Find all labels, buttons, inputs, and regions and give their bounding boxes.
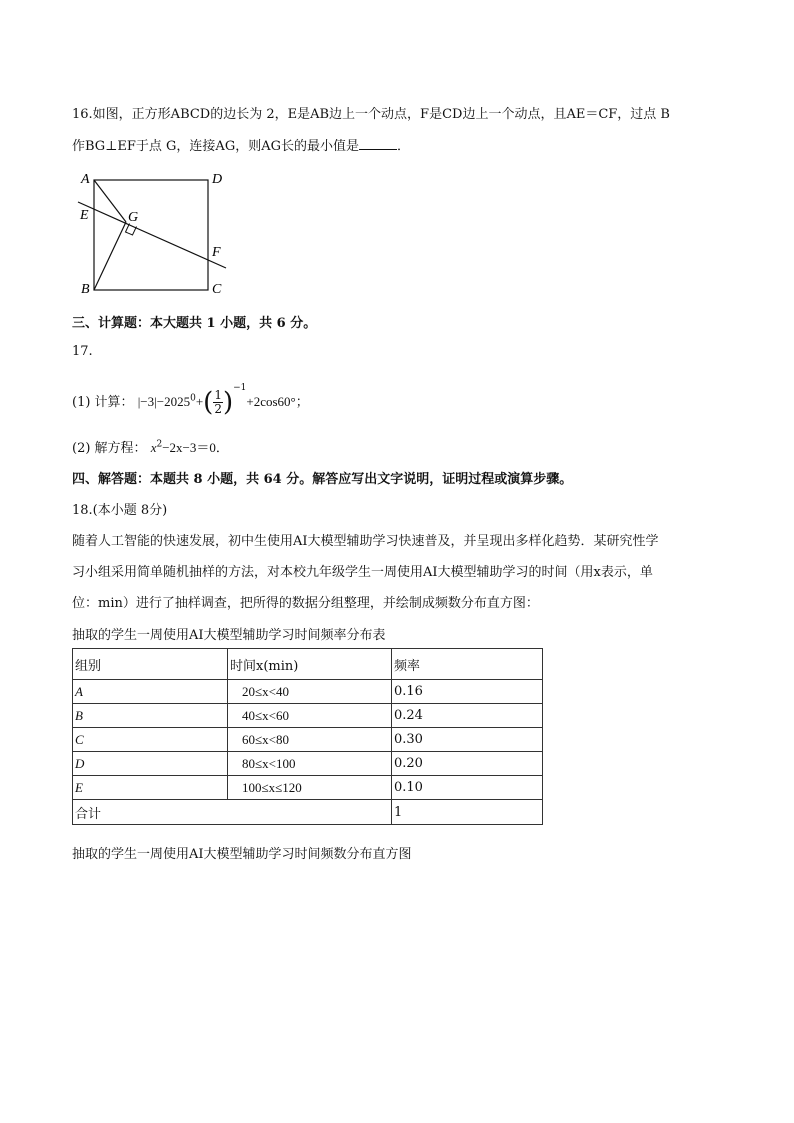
table-caption: 抽取的学生一周使用AI大模型辅助学习时间频率分布表 <box>72 628 386 643</box>
q17-exp0: 0 <box>190 393 196 404</box>
q17-part2-label: (2) 解方程： <box>72 441 147 456</box>
q18-para3: 位：min）进行了抽样调查，把所得的数据分组整理，并绘制成频数分布直方图： <box>72 596 539 611</box>
table-header-row <box>73 649 543 680</box>
cell-group: E <box>73 776 228 800</box>
section3-desc: 本大题共 1 小题，共 6 分。 <box>150 316 317 331</box>
q17-part2-exp: 2 <box>156 439 163 450</box>
table-row <box>73 704 543 728</box>
label-d: D <box>212 172 223 187</box>
answer-blank <box>359 137 397 150</box>
q18-para1: 随着人工智能的快速发展，初中生使用AI大模型辅助学习快速普及，并呈现出多样化趋势．某研究性学 <box>72 534 659 549</box>
q17-part1-label: (1) 计算： <box>72 395 134 410</box>
cell-frequency: 0.16 <box>392 680 543 704</box>
line-ef <box>78 202 226 268</box>
label-e: E <box>80 208 89 223</box>
cell-frequency: 0.24 <box>392 704 543 728</box>
q16-line2 <box>72 135 410 154</box>
q17-part2-x: x <box>150 440 157 455</box>
q17-plus: + <box>195 394 204 409</box>
cell-group: D <box>73 752 228 776</box>
cell-group: B <box>73 704 228 728</box>
q17-part2-rest: −2x−3＝0． <box>162 440 229 455</box>
q17-part2 <box>72 437 229 456</box>
section3-heading <box>72 312 316 331</box>
label-a: A <box>81 172 90 187</box>
label-f: F <box>212 245 221 260</box>
q16-line2-end: ． <box>396 139 410 154</box>
table-row <box>73 752 543 776</box>
cell-group: C <box>73 728 228 752</box>
label-g: G <box>128 210 139 225</box>
cell-frequency: 0.20 <box>392 752 543 776</box>
label-b: B <box>81 282 90 297</box>
cell-group: A <box>73 680 228 704</box>
cell-frequency: 0.10 <box>392 776 543 800</box>
frequency-table <box>72 648 543 825</box>
header-frequency: 频率 <box>392 649 543 680</box>
square-figure <box>76 170 236 298</box>
q17-frac-den: 2 <box>214 402 222 416</box>
section4-heading <box>72 468 572 487</box>
total-label: 合计 <box>73 800 392 825</box>
q17-expr-b: +2cos60°； <box>246 394 309 409</box>
q17-part1: (1) 计算： $|-3|-2025^0+$( $\frac{1}{2}$ )$^{-1}$+2cos60°； <box>72 383 309 418</box>
cell-range: 100≤x≤120 <box>228 776 392 800</box>
table-row <box>73 680 543 704</box>
section4-prefix: 四、解答题： <box>72 472 151 487</box>
q17-exp-neg1: −1 <box>233 383 247 393</box>
table-row <box>73 728 543 752</box>
total-value: 1 <box>392 800 543 825</box>
cell-range: 60≤x<80 <box>228 728 392 752</box>
section3-prefix: 三、计算题： <box>72 316 151 331</box>
q18-header: 18.(本小题 8分) <box>72 503 168 518</box>
table-row <box>73 776 543 800</box>
table-total-row <box>73 800 543 825</box>
q17-frac-num: 1 <box>214 388 222 402</box>
header-time: 时间x(min) <box>228 649 392 680</box>
cell-range: 40≤x<60 <box>228 704 392 728</box>
q17-expr-a: |−3|−2025 <box>137 394 191 409</box>
label-c: C <box>212 282 222 297</box>
histogram-caption: 抽取的学生一周使用AI大模型辅助学习时间频数分布直方图 <box>72 847 412 862</box>
segment-bg <box>94 222 126 290</box>
cell-range: 20≤x<40 <box>228 680 392 704</box>
q16-line1: 16.如图，正方形ABCD的边长为 2，E是AB边上一个动点，F是CD边上一个动点，且AE＝CF，过点 B <box>72 107 670 122</box>
section4-desc: 本题共 8 小题，共 64 分。解答应写出文字说明，证明过程或演算步骤。 <box>150 472 573 487</box>
q18-para2: 习小组采用简单随机抽样的方法，对本校九年级学生一周使用AI大模型辅助学习的时间（用x表示，单 <box>72 565 653 580</box>
cell-range: 80≤x<100 <box>228 752 392 776</box>
cell-frequency: 0.30 <box>392 728 543 752</box>
q17-number: 17. <box>72 344 93 359</box>
header-group: 组别 <box>73 649 228 680</box>
q16-line2-text: 作BG⊥EF于点 G，连接AG，则AG长的最小值是 <box>72 139 359 154</box>
q17-fraction <box>213 389 223 416</box>
